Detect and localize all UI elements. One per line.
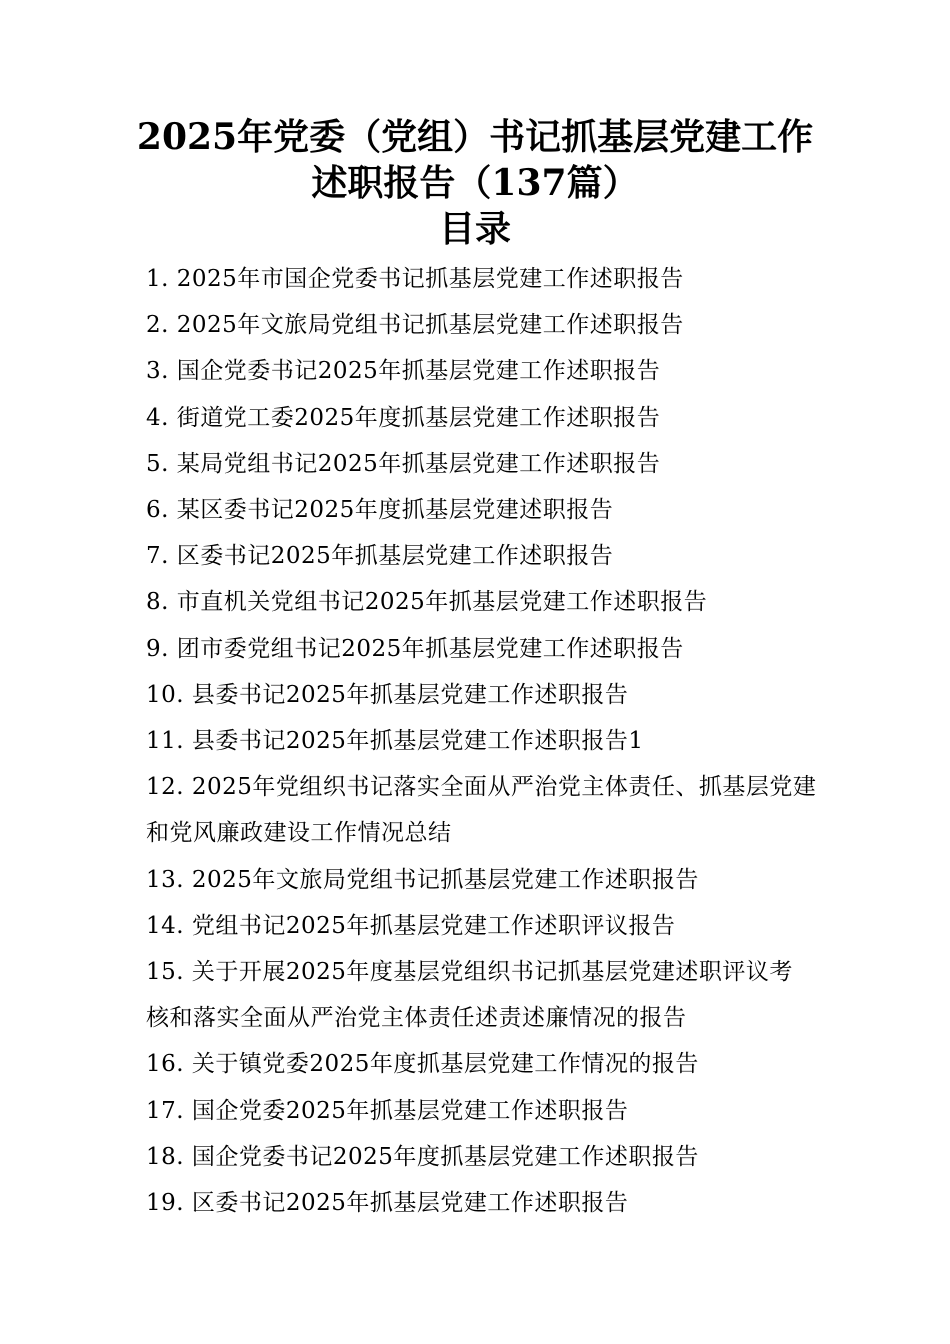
toc-item-text: 16. 关于镇党委2025年度抓基层党建工作情况的报告 <box>146 1051 699 1078</box>
toc-item-text-continued: 核和落实全面从严治党主体责任述责述廉情况的报告 <box>146 1005 687 1032</box>
toc-item-text: 6. 某区委书记2025年度抓基层党建述职报告 <box>146 497 614 524</box>
toc-item-text: 15. 关于开展2025年度基层党组织书记抓基层党建述职评议考 <box>146 959 793 986</box>
toc-item-text: 19. 区委书记2025年抓基层党建工作述职报告 <box>146 1190 629 1217</box>
toc-item-text: 4. 街道党工委2025年度抓基层党建工作述职报告 <box>146 404 661 431</box>
document-title-line-2: 述职报告（137篇） <box>311 162 639 204</box>
toc-item[interactable] <box>146 672 810 718</box>
toc-item-text: 14. 党组书记2025年抓基层党建工作述职评议报告 <box>146 912 676 939</box>
toc-item-text: 3. 国企党委书记2025年抓基层党建工作述职报告 <box>146 358 661 385</box>
toc-item[interactable] <box>146 626 810 672</box>
toc-item[interactable] <box>146 857 810 903</box>
toc-item[interactable] <box>146 764 817 856</box>
toc-item[interactable] <box>146 395 810 441</box>
toc-item-text-continued: 和党风廉政建设工作情况总结 <box>146 820 452 847</box>
toc-item-text: 11. 县委书记2025年抓基层党建工作述职报告1 <box>146 728 644 755</box>
toc-item-text: 17. 国企党委2025年抓基层党建工作述职报告 <box>146 1097 629 1124</box>
toc-item[interactable] <box>146 256 810 302</box>
toc-item[interactable] <box>146 903 810 949</box>
toc-heading: 目录 <box>438 208 511 250</box>
toc-item[interactable] <box>146 1180 810 1226</box>
toc-item-text: 13. 2025年文旅局党组书记抓基层党建工作述职报告 <box>146 866 699 893</box>
toc-item-text: 5. 某局党组书记2025年抓基层党建工作述职报告 <box>146 450 661 477</box>
toc-item[interactable] <box>146 441 810 487</box>
document-title-line-1: 2025年党委（党组）书记抓基层党建工作 <box>136 116 814 158</box>
toc-item[interactable] <box>146 1041 810 1087</box>
toc-item[interactable] <box>146 487 810 533</box>
toc-item[interactable] <box>146 718 810 764</box>
toc-item[interactable] <box>146 1088 810 1134</box>
toc-item-text: 2. 2025年文旅局党组书记抓基层党建工作述职报告 <box>146 312 684 339</box>
toc-item[interactable] <box>146 949 810 1041</box>
toc-item[interactable] <box>146 1134 810 1180</box>
toc-item[interactable] <box>146 348 810 394</box>
toc-item-text: 18. 国企党委书记2025年度抓基层党建工作述职报告 <box>146 1143 699 1170</box>
toc-item-text: 1. 2025年市国企党委书记抓基层党建工作述职报告 <box>146 266 684 292</box>
toc-item[interactable] <box>146 579 810 625</box>
table-of-contents <box>146 256 817 1226</box>
toc-item-text: 8. 市直机关党组书记2025年抓基层党建工作述职报告 <box>146 589 708 616</box>
toc-item[interactable] <box>146 302 810 348</box>
toc-item-text: 9. 团市委党组书记2025年抓基层党建工作述职报告 <box>146 635 684 662</box>
toc-item-text: 12. 2025年党组织书记落实全面从严治党主体责任、抓基层党建 <box>146 774 817 801</box>
toc-item[interactable] <box>146 533 810 579</box>
toc-item-text: 10. 县委书记2025年抓基层党建工作述职报告 <box>146 681 629 708</box>
toc-item-text: 7. 区委书记2025年抓基层党建工作述职报告 <box>146 543 614 570</box>
